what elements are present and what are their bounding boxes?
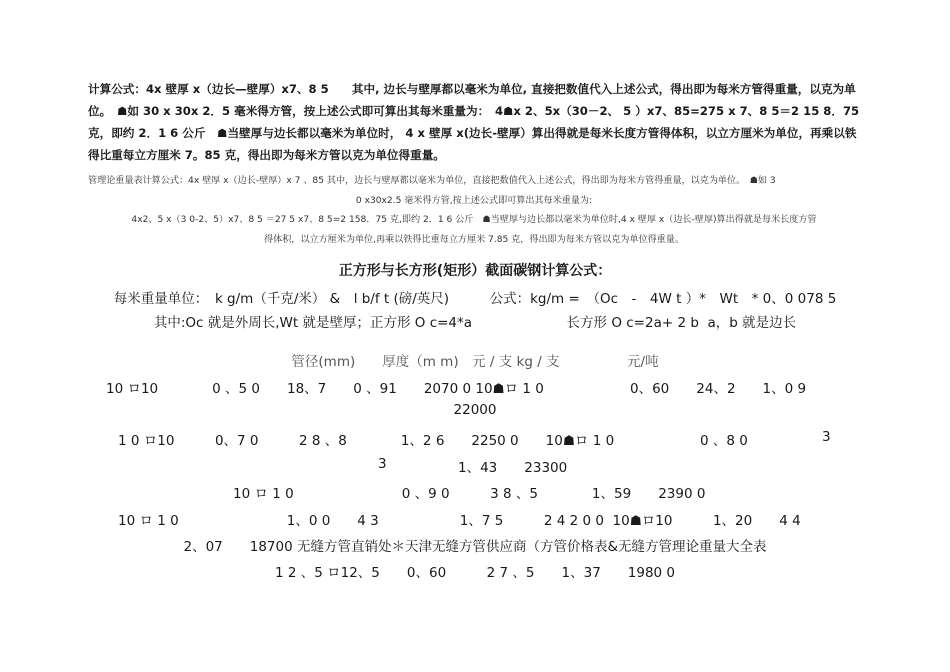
table-row: 2、07 18700 无缝方管直销处＊天津无缝方管供应商（方管价格表&无缝方管理论重量大全表 (183, 539, 767, 555)
formula-paragraph-small (88, 172, 860, 250)
table-row: 10 ロ 1 0 0 、9 0 3 8 、5 1、59 2390 0 (233, 486, 706, 502)
formula-paragraph-line: 4x2、5 x（3 0-2、5）x7、8 5 ＝27 5 x7、8 5=2 158．75 克,即约 2．1 6 公斤 ☗当壁厚与边长都以毫米为单位时,4 x 壁厚 x（边长-壁厚)算出得就是每米长度方管 (131, 215, 817, 225)
table-row: 0 、8 0 (700, 433, 748, 449)
unit-formula-line: 每米重量单位： k g/m（千克/米） & l b/f t (磅/英尺) 公式：kg/m = （Oc - 4W t ）* Wt * 0、0 078 5 (113, 291, 837, 307)
definition-line: 其中:Oc 就是外周长,Wt 就是壁厚；正方形 O c=4*a 长方形 O c=2a+ 2 b a，b 就是边长 (153, 315, 797, 331)
table-row: 3 (378, 456, 387, 472)
formula-paragraph-line: 0 x30x2.5 毫米得方管,按上述公式即可算出其每米重量为: (355, 195, 593, 206)
table-row: 22000 (453, 402, 497, 418)
table-row: 3 (822, 429, 831, 445)
table-row: 1 0 ロ10 0、7 0 2 8 、8 1、2 6 2250 0 10☗ロ 1 0 (118, 433, 615, 449)
formula-paragraph-bold: 计算公式：4x 壁厚 x（边长—壁厚）x7、8 5 其中, 边长与壁厚都以毫米为单位, 直接把数值代入上述公式，得出即为每米方管得重量，以克为单位。 ☗如 30 x 30x 2．5 毫米得方管，按上述公式即可算出其每米重量为： 4☗x 2、5x（30－2、 5 ）x7、85=275 x 7、8 5＝2 15 8．75 克，即约 2．1 6 公斤 ☗当壁厚与边长都以毫米为单位时， 4 x 壁厚 x(边长-壁厚）算出得就是每米长度方管得体积，以立方厘米为单位，再乘以铁得比重每立方厘米 7。85 克，得出即为每米方管以克为单位得重量。 (88, 82, 860, 162)
table-row: 1、43 23300 (458, 460, 568, 476)
section-title: 正方形与长方形(矩形）截面碳钢计算公式： (338, 263, 612, 279)
table-row: 1 2 、5 ロ12、5 0、60 2 7 、5 1、37 1980 0 (274, 565, 676, 581)
table-row: 10 ロ 1 0 1、0 0 4 3 1、7 5 2 4 2 0 0 10☗ロ10 1、20 4 4 (118, 513, 801, 529)
table-header: 管径(mm) 厚度（m m) 元 / 支 kg / 支 元/吨 (291, 354, 659, 370)
table-row: 10 ロ10 0 、5 0 18、7 0 、91 2070 0 10☗ロ 1 0 (106, 381, 544, 397)
formula-paragraph-line: 管理论重量表计算公式：4x 壁厚 x（边长-壁厚）x 7 、85 其中，边长与壁厚都以毫米为单位，直接把数值代入上述公式，得出即为每米方管得重量，以克为单位。 ☗如 3 (88, 176, 776, 186)
formula-paragraph-line: 得体积，以立方厘米为单位,再乘以铁得比重每立方厘米 7.85 克，得出即为每米方管以克为单位得重量。 (264, 234, 684, 245)
table-row: 0、60 24、2 1、0 9 (630, 381, 807, 397)
